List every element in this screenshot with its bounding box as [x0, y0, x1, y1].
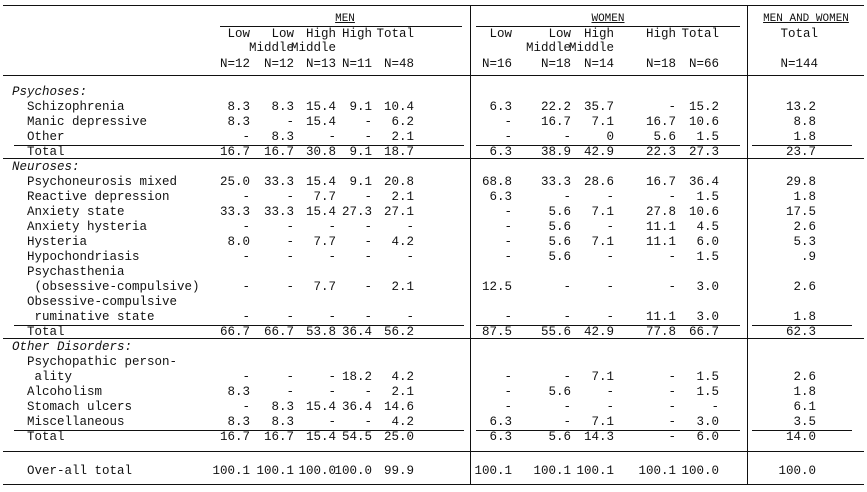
- table-cell: -: [504, 385, 512, 399]
- table-cell: -: [504, 400, 512, 414]
- table-cell: 7.7: [313, 280, 336, 294]
- total-cell: 25.0: [383, 430, 414, 444]
- table-cell: 9.1: [349, 175, 372, 189]
- table-cell: -: [504, 370, 512, 384]
- overall-cell: 100.1: [474, 464, 512, 478]
- table-cell: 8.3: [227, 415, 250, 429]
- row-label: Miscellaneous: [27, 415, 125, 429]
- table-cell: 3.0: [696, 415, 719, 429]
- table-cell: 1.8: [793, 310, 816, 324]
- row-label: Hypochondriasis: [27, 250, 140, 264]
- table-cell: 33.3: [263, 175, 294, 189]
- table-cell: -: [406, 310, 414, 324]
- table-cell: 8.3: [227, 100, 250, 114]
- total-cell: 16.7: [263, 145, 294, 159]
- table-cell: -: [504, 220, 512, 234]
- table-cell: -: [286, 310, 294, 324]
- total-cell: 16.7: [219, 145, 250, 159]
- total-cell: 66.7: [219, 325, 250, 339]
- overall-cell: 100.0: [298, 464, 336, 478]
- combined-divider: [747, 5, 748, 484]
- men-group-heading: MEN: [335, 13, 355, 25]
- column-heading: High: [305, 27, 336, 41]
- table-cell: 20.8: [383, 175, 414, 189]
- overall-cell: 100.1: [256, 464, 294, 478]
- total-cell: 54.5: [341, 430, 372, 444]
- table-cell: -: [668, 280, 676, 294]
- column-count: N=18: [645, 57, 676, 71]
- column-heading: Total: [376, 27, 414, 41]
- total-cell: 14.3: [583, 430, 614, 444]
- column-heading: High: [583, 27, 614, 41]
- table-cell: 1.5: [696, 130, 719, 144]
- table-cell: 0: [606, 130, 614, 144]
- table-cell: -: [286, 190, 294, 204]
- total-label: Total: [27, 325, 65, 339]
- table-cell: 35.7: [583, 100, 614, 114]
- row-label: (obsessive-compulsive): [27, 280, 200, 294]
- table-cell: 33.3: [219, 205, 250, 219]
- column-count: N=16: [481, 57, 512, 71]
- section-rule: [3, 158, 864, 159]
- table-cell: 6.2: [391, 115, 414, 129]
- table-cell: -: [504, 115, 512, 129]
- total-cell: 77.8: [645, 325, 676, 339]
- table-cell: 27.1: [383, 205, 414, 219]
- table-cell: 8.3: [271, 415, 294, 429]
- table-cell: 4.2: [391, 235, 414, 249]
- table-cell: -: [563, 370, 571, 384]
- total-cell: 66.7: [263, 325, 294, 339]
- total-cell: 6.3: [489, 145, 512, 159]
- total-cell: 53.8: [305, 325, 336, 339]
- column-count: N=14: [583, 57, 614, 71]
- column-heading: Low: [227, 27, 250, 41]
- column-subheading: Middle: [248, 41, 294, 55]
- table-cell: -: [668, 370, 676, 384]
- table-cell: -: [606, 220, 614, 234]
- table-cell: -: [364, 310, 372, 324]
- table-cell: -: [364, 130, 372, 144]
- row-label: Stomach ulcers: [27, 400, 133, 414]
- total-label: Total: [27, 145, 65, 159]
- table-cell: -: [328, 310, 336, 324]
- table-cell: 36.4: [688, 175, 719, 189]
- total-cell: 42.9: [583, 145, 614, 159]
- table-cell: -: [286, 280, 294, 294]
- row-label: Schizophrenia: [27, 100, 125, 114]
- table-cell: 14.6: [383, 400, 414, 414]
- table-cell: -: [668, 190, 676, 204]
- table-cell: 7.1: [591, 205, 614, 219]
- total-cell: 9.1: [349, 145, 372, 159]
- table-cell: 3.0: [696, 280, 719, 294]
- table-cell: -: [668, 400, 676, 414]
- table-cell: 33.3: [540, 175, 571, 189]
- table-cell: -: [364, 280, 372, 294]
- table-cell: 1.5: [696, 385, 719, 399]
- table-cell: 4.5: [696, 220, 719, 234]
- table-cell: 16.7: [645, 175, 676, 189]
- table-cell: 3.0: [696, 310, 719, 324]
- overall-cell: 100.1: [576, 464, 614, 478]
- total-cell: 42.9: [583, 325, 614, 339]
- row-label: Psychasthenia: [27, 265, 125, 279]
- table-cell: -: [668, 415, 676, 429]
- table-cell: 5.6: [548, 385, 571, 399]
- table-cell: 2.6: [793, 220, 816, 234]
- overall-cell: 100.0: [681, 464, 719, 478]
- column-subheading: Middle: [290, 41, 336, 55]
- table-cell: 1.5: [696, 250, 719, 264]
- table-cell: 3.5: [793, 415, 816, 429]
- total-cell: 18.7: [383, 145, 414, 159]
- total-cell: 55.6: [540, 325, 571, 339]
- table-cell: 7.1: [591, 415, 614, 429]
- column-heading: Low: [548, 27, 571, 41]
- table-cell: 22.2: [540, 100, 571, 114]
- row-label: Anxiety state: [27, 205, 125, 219]
- row-label: Psychopathic person-: [27, 355, 178, 369]
- table-cell: 10.6: [688, 115, 719, 129]
- table-cell: -: [286, 115, 294, 129]
- total-cell: 14.0: [785, 430, 816, 444]
- table-cell: -: [364, 220, 372, 234]
- table-cell: 7.7: [313, 235, 336, 249]
- table-cell: 15.4: [305, 400, 336, 414]
- section-title: Psychoses:: [12, 85, 88, 99]
- table-cell: 2.1: [391, 280, 414, 294]
- column-heading: Low: [489, 27, 512, 41]
- table-cell: 8.3: [227, 385, 250, 399]
- table-cell: -: [563, 130, 571, 144]
- row-label: Anxiety hysteria: [27, 220, 148, 234]
- women-group-heading: WOMEN: [591, 13, 625, 25]
- total-label: Total: [27, 430, 65, 444]
- table-cell: -: [364, 250, 372, 264]
- table-cell: -: [242, 190, 250, 204]
- column-count: N=66: [688, 57, 719, 71]
- table-cell: -: [563, 400, 571, 414]
- table-cell: 6.3: [489, 415, 512, 429]
- table-cell: -: [606, 385, 614, 399]
- total-cell: 15.4: [305, 430, 336, 444]
- table-cell: 27.8: [645, 205, 676, 219]
- table-cell: -: [563, 280, 571, 294]
- row-label: ality: [27, 370, 73, 384]
- table-cell: 8.3: [271, 400, 294, 414]
- column-subheading: Middle: [568, 41, 614, 55]
- table-cell: 29.8: [785, 175, 816, 189]
- row-label: Reactive depression: [27, 190, 170, 204]
- table-cell: -: [406, 250, 414, 264]
- total-cell: 6.3: [489, 430, 512, 444]
- column-count: N=13: [305, 57, 336, 71]
- table-cell: 6.1: [793, 400, 816, 414]
- table-cell: 1.5: [696, 370, 719, 384]
- table-cell: 5.6: [653, 130, 676, 144]
- table-cell: -: [242, 370, 250, 384]
- table-cell: 1.8: [793, 190, 816, 204]
- table-cell: 4.2: [391, 370, 414, 384]
- table-cell: -: [286, 385, 294, 399]
- table-cell: -: [711, 400, 719, 414]
- total-cell: 30.8: [305, 145, 336, 159]
- table-cell: -: [606, 400, 614, 414]
- table-cell: -: [563, 415, 571, 429]
- header-bottom-rule: [3, 75, 864, 76]
- column-heading: High: [341, 27, 372, 41]
- overall-cell: 100.1: [212, 464, 250, 478]
- table-cell: 11.1: [645, 235, 676, 249]
- table-bottom-rule: [3, 484, 864, 485]
- table-cell: -: [668, 250, 676, 264]
- table-cell: 16.7: [645, 115, 676, 129]
- table-cell: 28.6: [583, 175, 614, 189]
- table-cell: 8.3: [227, 115, 250, 129]
- table-cell: 15.4: [305, 115, 336, 129]
- table-cell: 4.2: [391, 415, 414, 429]
- table-cell: -: [242, 250, 250, 264]
- table-cell: .9: [800, 250, 816, 264]
- table-cell: -: [504, 250, 512, 264]
- total-cell: 16.7: [219, 430, 250, 444]
- table-cell: 27.3: [341, 205, 372, 219]
- total-cell: -: [668, 430, 676, 444]
- table-cell: 15.4: [305, 100, 336, 114]
- table-cell: -: [328, 415, 336, 429]
- table-cell: 5.6: [548, 250, 571, 264]
- overall-cell: 100.0: [778, 464, 816, 478]
- total-cell: 22.3: [645, 145, 676, 159]
- overall-cell: 100.1: [638, 464, 676, 478]
- total-cell: 5.6: [548, 430, 571, 444]
- table-cell: 7.1: [591, 115, 614, 129]
- table-cell: -: [364, 190, 372, 204]
- row-label: Alcoholism: [27, 385, 103, 399]
- table-cell: 2.1: [391, 130, 414, 144]
- table-cell: 6.0: [696, 235, 719, 249]
- row-label: Obsessive-compulsive: [27, 295, 178, 309]
- row-label: ruminative state: [27, 310, 155, 324]
- table-cell: 5.3: [793, 235, 816, 249]
- combined-group-heading: MEN AND WOMEN: [763, 13, 849, 25]
- row-label: Psychoneurosis mixed: [27, 175, 178, 189]
- column-heading: Total: [780, 27, 818, 41]
- overall-rule-top: [3, 451, 864, 452]
- table-cell: 15.4: [305, 175, 336, 189]
- row-label: Other: [27, 130, 65, 144]
- column-heading: High: [645, 27, 676, 41]
- table-cell: -: [242, 400, 250, 414]
- total-cell: 56.2: [383, 325, 414, 339]
- table-cell: -: [668, 100, 676, 114]
- overall-cell: 100.0: [334, 464, 372, 478]
- table-cell: 25.0: [219, 175, 250, 189]
- total-cell: 66.7: [688, 325, 719, 339]
- table-cell: -: [364, 385, 372, 399]
- total-cell: 87.5: [481, 325, 512, 339]
- table-cell: -: [286, 235, 294, 249]
- table-cell: 1.5: [696, 190, 719, 204]
- table-cell: 9.1: [349, 100, 372, 114]
- table-cell: 10.6: [688, 205, 719, 219]
- table-cell: -: [504, 235, 512, 249]
- table-cell: -: [406, 220, 414, 234]
- section-rule: [3, 338, 864, 339]
- table-cell: 1.8: [793, 130, 816, 144]
- table-cell: 6.3: [489, 100, 512, 114]
- total-cell: 38.9: [540, 145, 571, 159]
- table-cell: -: [668, 385, 676, 399]
- table-cell: -: [364, 235, 372, 249]
- table-cell: 2.6: [793, 280, 816, 294]
- table-cell: -: [504, 310, 512, 324]
- total-cell: 62.3: [785, 325, 816, 339]
- table-cell: 2.1: [391, 190, 414, 204]
- total-cell: 16.7: [263, 430, 294, 444]
- table-cell: -: [563, 310, 571, 324]
- column-heading: Total: [681, 27, 719, 41]
- table-cell: -: [286, 370, 294, 384]
- table-cell: 18.2: [341, 370, 372, 384]
- table-cell: 8.3: [271, 130, 294, 144]
- section-title: Other Disorders:: [12, 340, 133, 354]
- column-count: N=48: [383, 57, 414, 71]
- table-cell: 10.4: [383, 100, 414, 114]
- table-cell: 17.5: [785, 205, 816, 219]
- table-cell: -: [328, 130, 336, 144]
- total-cell: 27.3: [688, 145, 719, 159]
- table-cell: 15.4: [305, 205, 336, 219]
- table-cell: -: [606, 310, 614, 324]
- total-cell: 36.4: [341, 325, 372, 339]
- table-cell: 7.1: [591, 370, 614, 384]
- row-label: Manic depressive: [27, 115, 148, 129]
- column-subheading: Middle: [525, 41, 571, 55]
- column-count: N=144: [780, 57, 818, 71]
- column-count: N=12: [219, 57, 250, 71]
- table-cell: -: [286, 250, 294, 264]
- section-title: Neuroses:: [12, 160, 80, 174]
- table-cell: 5.6: [548, 220, 571, 234]
- table-cell: -: [242, 130, 250, 144]
- table-cell: 11.1: [645, 310, 676, 324]
- overall-cell: 100.1: [533, 464, 571, 478]
- table-cell: 16.7: [540, 115, 571, 129]
- table-cell: -: [563, 190, 571, 204]
- row-label: Hysteria: [27, 235, 88, 249]
- table-cell: -: [242, 220, 250, 234]
- table-cell: -: [504, 205, 512, 219]
- table-cell: -: [606, 280, 614, 294]
- table-cell: -: [504, 130, 512, 144]
- table-cell: 11.1: [645, 220, 676, 234]
- table-cell: -: [328, 385, 336, 399]
- table-cell: 8.8: [793, 115, 816, 129]
- column-heading: Low: [271, 27, 294, 41]
- table-cell: 5.6: [548, 235, 571, 249]
- table-cell: 36.4: [341, 400, 372, 414]
- table-cell: -: [328, 250, 336, 264]
- table-cell: 15.2: [688, 100, 719, 114]
- table-cell: -: [606, 190, 614, 204]
- table-cell: -: [242, 310, 250, 324]
- table-cell: -: [242, 280, 250, 294]
- table-cell: 7.1: [591, 235, 614, 249]
- column-count: N=12: [263, 57, 294, 71]
- table-cell: 33.3: [263, 205, 294, 219]
- table-cell: 5.6: [548, 205, 571, 219]
- column-count: N=18: [540, 57, 571, 71]
- table-cell: 2.1: [391, 385, 414, 399]
- table-cell: -: [328, 370, 336, 384]
- table-cell: 8.3: [271, 100, 294, 114]
- table-cell: 13.2: [785, 100, 816, 114]
- table-cell: 1.8: [793, 385, 816, 399]
- overall-label: Over-all total: [27, 464, 133, 478]
- total-cell: 23.7: [785, 145, 816, 159]
- table-cell: -: [606, 250, 614, 264]
- table-cell: 6.3: [489, 190, 512, 204]
- table-cell: -: [286, 220, 294, 234]
- table-cell: -: [328, 220, 336, 234]
- table-cell: -: [364, 115, 372, 129]
- table-cell: 8.0: [227, 235, 250, 249]
- table-cell: 7.7: [313, 190, 336, 204]
- table-cell: 12.5: [481, 280, 512, 294]
- overall-cell: 99.9: [383, 464, 414, 478]
- table-top-rule: [3, 5, 864, 6]
- total-cell: 6.0: [696, 430, 719, 444]
- table-cell: 68.8: [481, 175, 512, 189]
- table-cell: 2.6: [793, 370, 816, 384]
- table-cell: -: [364, 415, 372, 429]
- column-count: N=11: [341, 57, 372, 71]
